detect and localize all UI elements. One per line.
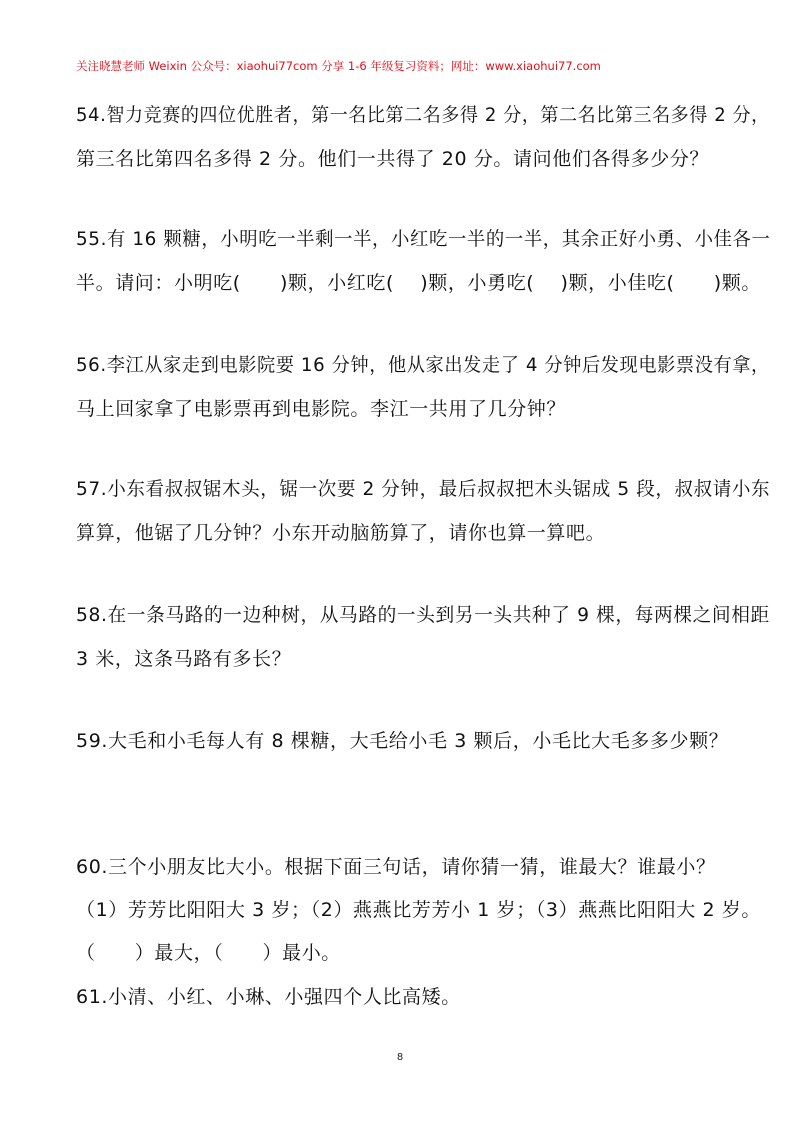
problem-61-line-1: 61.小清、小红、小琳、小强四个人比高矮。 — [76, 986, 461, 1008]
problem-55-line-1: 55.有 16 颗糖，小明吃一半剩一半，小红吃一半的一半，其余正好小勇、小佳各一 — [76, 228, 771, 250]
watermark-header: 关注晓慧老师 Weixin 公众号：xiaohui77com 分享 1-6 年级复习资料；网址：www.xiaohui77.com — [76, 59, 601, 73]
problem-59-line-1: 59.大毛和小毛每人有 8 棵糖，大毛给小毛 3 颗后，小毛比大毛多多少颗？ — [76, 730, 729, 752]
problem-54-line-2: 第三名比第四名多得 2 分。他们一共得了 20 分。请问他们各得多少分？ — [76, 148, 710, 170]
problem-58-line-2: 3 米，这条马路有多长？ — [76, 648, 292, 670]
problem-60-line-1: 60.三个小朋友比大小。根据下面三句话，请你猜一猜，谁最大？谁最小？ — [76, 856, 716, 878]
problem-56-line-2: 马上回家拿了电影票再到电影院。李江一共用了几分钟？ — [76, 398, 567, 420]
problem-57-line-2: 算算，他锯了几分钟？小东开动脑筋算了，请你也算一算吧。 — [76, 522, 606, 544]
problem-54-line-1: 54.智力竞赛的四位优胜者，第一名比第二名多得 2 分，第二名比第三名多得 2 分， — [76, 104, 770, 126]
problem-60-line-3: （ ）最大，（ ）最小。 — [76, 942, 341, 964]
problem-55-line-2: 半。请问：小明吃( )颗，小红吃( )颗，小勇吃( )颗，小佳吃( )颗。 — [76, 272, 761, 294]
problem-58-line-1: 58.在一条马路的一边种树，从马路的一头到另一头共种了 9 棵，每两棵之间相距 — [76, 604, 770, 626]
problem-60-line-2: （1）芳芳比阳阳大 3 岁；（2）燕燕比芳芳小 1 岁；（3）燕燕比阳阳大 2 岁。 — [76, 899, 761, 921]
page-number: 8 — [396, 1052, 404, 1063]
problem-57-line-1: 57.小东看叔叔锯木头，锯一次要 2 分钟，最后叔叔把木头锯成 5 段，叔叔请小东 — [76, 478, 771, 500]
problem-56-line-1: 56.李江从家走到电影院要 16 分钟，他从家出发走了 4 分钟后发现电影票没有拿， — [76, 354, 770, 376]
